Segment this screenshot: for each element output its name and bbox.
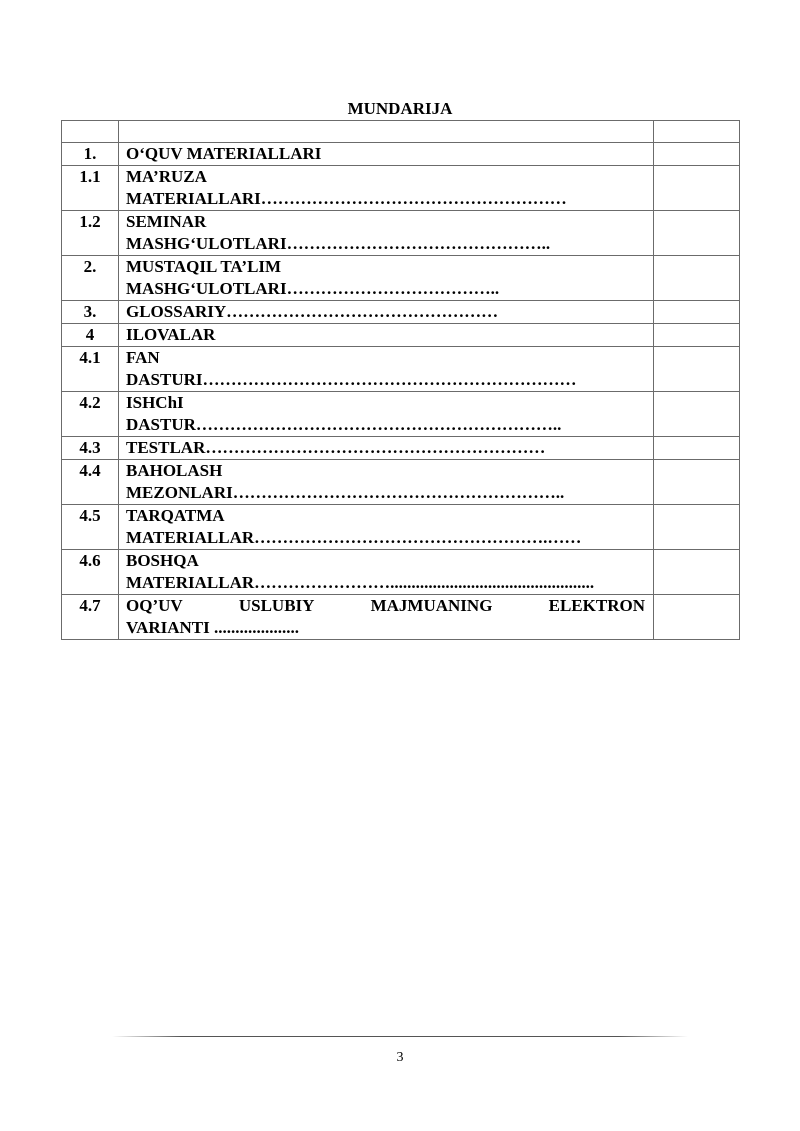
toc-entry-line: VARIANTI .................... [126, 618, 300, 637]
page-number: 3 [396, 1050, 404, 1065]
toc-entry-line: MUSTAQIL TA’LIM [126, 257, 282, 276]
document-title: MUNDARIJA [347, 99, 453, 118]
toc-entry-line: DASTURI………………………………………………………… [126, 370, 577, 389]
toc-entry-word: ELEKTRON [548, 596, 645, 615]
toc-row [62, 166, 740, 211]
toc-row [62, 211, 740, 256]
toc-entry [119, 505, 654, 550]
toc-page-cell [654, 392, 740, 437]
toc-entry-line: FAN [126, 348, 160, 367]
toc-page-cell [654, 256, 740, 301]
toc-page-cell [654, 595, 740, 640]
toc-entry-line: MASHG‘ULOTLARI……………………………………….. [126, 234, 551, 253]
toc-row [62, 505, 740, 550]
toc-number: 4.3 [62, 437, 119, 460]
toc-row [62, 595, 740, 640]
toc-cell [62, 121, 119, 143]
toc-cell [119, 121, 654, 143]
toc-entry [119, 347, 654, 392]
toc-row [62, 460, 740, 505]
toc-entry-line: GLOSSARIY………………………………………… [126, 302, 499, 321]
toc-number: 4.6 [62, 550, 119, 595]
toc-entry [119, 595, 654, 640]
toc-page-cell [654, 166, 740, 211]
toc-entry-line: TESTLAR…………………………………………………… [126, 438, 546, 457]
toc-row [62, 324, 740, 347]
toc-entry-line: ISHChI [126, 393, 184, 412]
toc-entry-word: OQ’UV [126, 596, 183, 615]
table-of-contents [61, 120, 740, 640]
toc-page-cell [654, 143, 740, 166]
toc-entry [119, 392, 654, 437]
toc-number: 4.1 [62, 347, 119, 392]
toc-row [62, 392, 740, 437]
toc-cell [654, 121, 740, 143]
toc-entry [119, 166, 654, 211]
toc-entry-line: SEMINAR [126, 212, 207, 231]
toc-number: 3. [62, 301, 119, 324]
toc-number: 4.7 [62, 595, 119, 640]
toc-entry-word: USLUBIY [238, 596, 315, 615]
toc-header-row [62, 121, 740, 143]
toc-row [62, 256, 740, 301]
toc-row [62, 301, 740, 324]
toc-number: 1. [62, 143, 119, 166]
toc-page-cell [654, 550, 740, 595]
toc-number: 2. [62, 256, 119, 301]
toc-entry-line: MASHG‘ULOTLARI……………………………….. [126, 279, 500, 298]
toc-number: 1.1 [62, 166, 119, 211]
toc-entry [119, 211, 654, 256]
toc-number: 4.4 [62, 460, 119, 505]
toc-entry-line: O‘QUV MATERIALLARI [126, 144, 322, 163]
footer-divider [112, 1036, 688, 1037]
toc-row [62, 550, 740, 595]
toc-number: 4.5 [62, 505, 119, 550]
toc-row [62, 347, 740, 392]
toc-entry [119, 256, 654, 301]
toc-entry-line: TARQATMA [126, 506, 225, 525]
toc-page-cell [654, 505, 740, 550]
toc-entry-line: MATERIALLAR…………………………………………….…… [126, 528, 582, 547]
toc-number: 4.2 [62, 392, 119, 437]
toc-entry-word: MAJMUANING [370, 596, 493, 615]
toc-entry [119, 550, 654, 595]
toc-page-cell [654, 347, 740, 392]
toc-entry-line: MATERIALLARI……………………………………………… [126, 189, 567, 208]
toc-page-cell [654, 460, 740, 505]
toc-entry [119, 143, 654, 166]
toc-page-cell [654, 211, 740, 256]
toc-entry [119, 324, 654, 347]
toc-entry-line [126, 595, 645, 617]
toc-page-cell [654, 301, 740, 324]
toc-entry-line: BOSHQA [126, 551, 199, 570]
toc-entry-line: ILOVALAR [126, 325, 216, 344]
toc-entry-line: DASTUR……………………………………………………….. [126, 415, 562, 434]
toc-entry-line: MATERIALLAR……………………................................................ [126, 573, 595, 592]
toc-entry [119, 301, 654, 324]
toc-entry-line: MA’RUZA [126, 167, 207, 186]
toc-entry-line: BAHOLASH [126, 461, 223, 480]
toc-entry [119, 460, 654, 505]
toc-entry [119, 437, 654, 460]
toc-row [62, 437, 740, 460]
toc-row [62, 143, 740, 166]
toc-page-cell [654, 437, 740, 460]
toc-number: 1.2 [62, 211, 119, 256]
toc-page-cell [654, 324, 740, 347]
toc-entry-line: MEZONLARI………………………………………………….. [126, 483, 565, 502]
toc-number: 4 [62, 324, 119, 347]
